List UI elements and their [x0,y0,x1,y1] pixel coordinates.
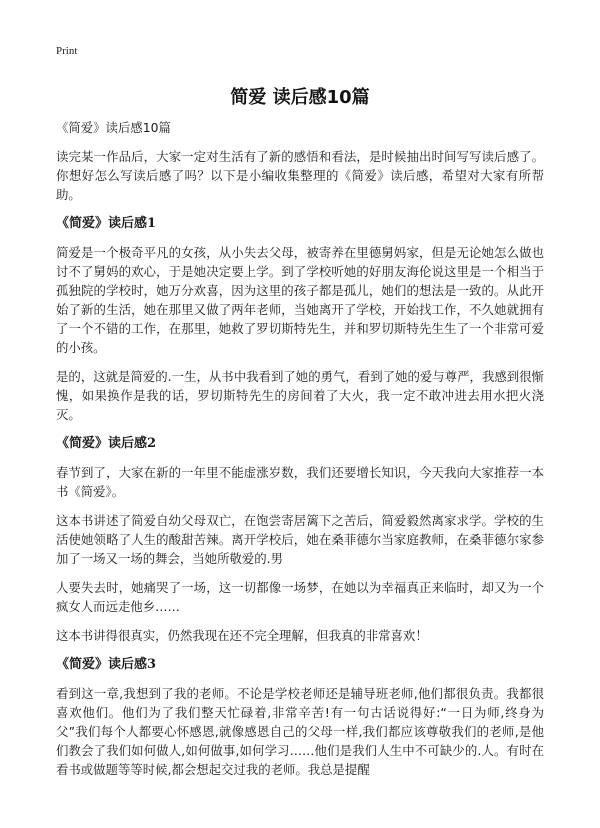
section-1 [56,214,544,424]
paragraph: 人要失去时，她痛哭了一场，这一切都像一场梦，在她以为幸福真正来临时，却又为一个疯女人而远走他乡…… [56,580,544,614]
paragraph: 看到这一章,我想到了我的老师。不论是学校老师还是辅导班老师,他们都很负责。我都很喜欢他们。他们为了我们整天忙碌着,非常辛苦!有一句古话说得好:“一日为师,终身为父”我们每个人都要心怀感恩,就像感恩自己的父母一样,我们都应该尊敬我们的老师,是他们教会了我们如何做人,如何做事,如何学习……他们是我们人生中不可缺少的.人。有时在看书或做题等等时候,都会想起交过我的老师。我总是提醒 [56,686,544,777]
section-heading: 《简爱》读后感3 [56,657,157,672]
page-title: 简爱 读后感10篇 [230,87,370,108]
paragraph: 这本书讲述了简爱自幼父母双亡，在饱尝寄居篱下之苦后，简爱毅然离家求学。学校的生活使她领略了人生的酸甜苦辣。离开学校后，她在桑菲德尔当家庭教师，在桑菲德尔家参加了一场又一场的舞会，当她所敬爱的.男 [56,513,544,566]
section-heading: 《简爱》读后感1 [56,216,157,231]
section-heading: 《简爱》读后感2 [56,436,157,451]
section-3 [56,655,544,779]
article-subtitle: 《简爱》读后感10篇 [56,120,171,135]
article-body [56,118,544,789]
section-2 [56,434,544,645]
paragraph: 是的，这就是简爱的.一生，从书中我看到了她的勇气，看到了她的爱与尊严，我感到很惭愧，如果换作是我的话，罗切斯特先生的房间着了大火，我一定不敢冲进去用水把火浇灭。 [56,369,544,422]
paragraph: 春节到了，大家在新的一年里不能虚涨岁数，我们还要增长知识，今天我向大家推荐一本书《简爱》。 [56,465,544,499]
paragraph: 这本书讲得很真实，仍然我现在还不完全理解，但我真的非常喜欢！ [56,628,428,643]
paragraph: 简爱是一个极奇平凡的女孩，从小失去父母，被寄养在里德舅妈家，但是无论她怎么做也讨不了舅妈的欢心，于是她决定要上学。到了学校听她的好朋友海伦说这里是一个相当于孤独院的学校时，她万分欢喜，因为这里的孩子都是孤儿，她们的想法是一致的。从此开始了新的生活，她在那里又做了两年老师，当她离开了学校，开始找工作，不久她就拥有了一个不错的工作，在那里，她救了罗切斯特先生，并和罗切斯特先生生了一个非常可爱的小孩。 [56,245,544,355]
intro-paragraph: 读完某一作品后，大家一定对生活有了新的感悟和看法，是时候抽出时间写写读后感了。你想好怎么写读后感了吗？以下是小编收集整理的《简爱》读后感，希望对大家有所帮助。 [56,149,544,202]
print-link[interactable]: Print [56,45,78,57]
